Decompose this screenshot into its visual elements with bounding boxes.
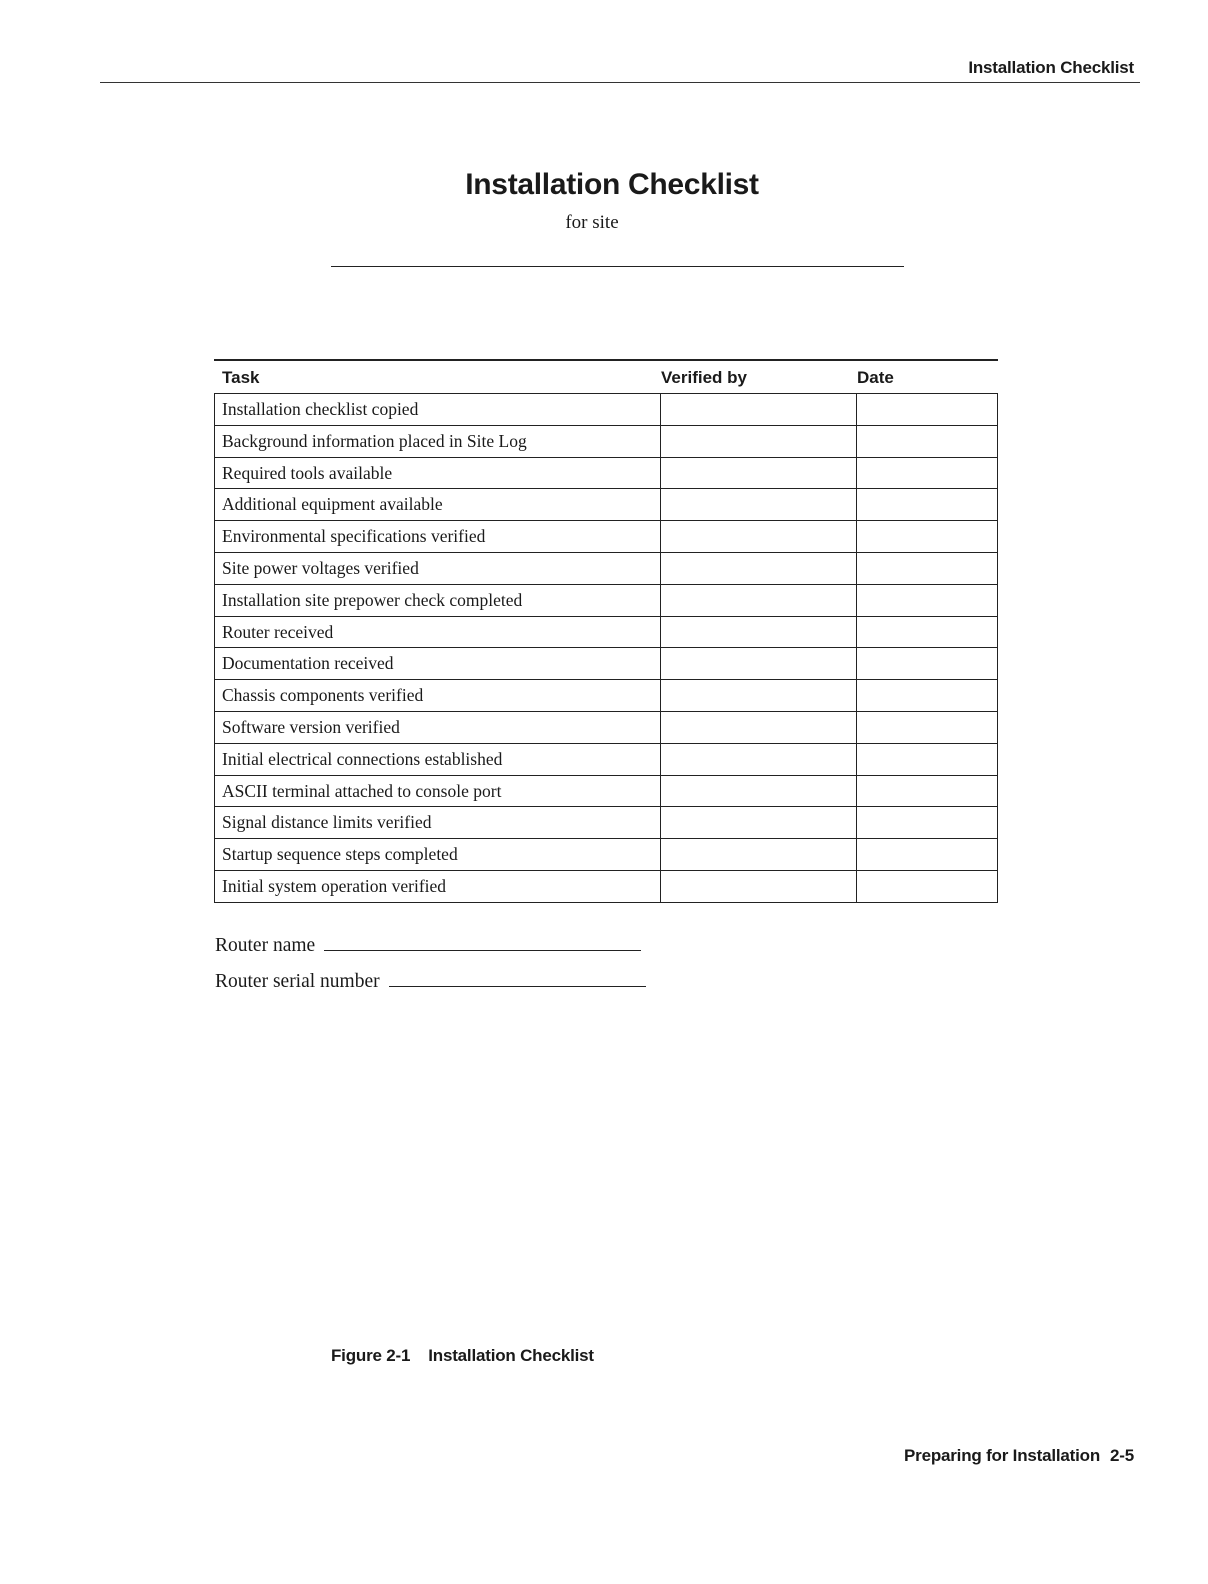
date-cell: [857, 776, 997, 807]
column-header-verified-by: Verified by: [661, 368, 747, 387]
date-cell: [857, 839, 997, 870]
verified-by-cell: [661, 712, 857, 743]
table-row: [215, 871, 997, 903]
header-rule: [100, 82, 1140, 83]
verified-by-cell: [661, 807, 857, 838]
table-row: [215, 648, 997, 680]
table-row: [215, 458, 997, 490]
task-cell: Initial electrical connections established: [215, 744, 661, 775]
router-name-blank: [324, 936, 641, 951]
date-cell: [857, 585, 997, 616]
table-row: [215, 617, 997, 649]
task-cell: Software version verified: [215, 712, 661, 743]
task-cell: Background information placed in Site Log: [215, 426, 661, 457]
verified-by-cell: [661, 648, 857, 679]
date-cell: [857, 489, 997, 520]
figure-caption: [331, 1346, 594, 1366]
figure-number: Figure 2-1: [331, 1346, 411, 1365]
verified-by-cell: [661, 617, 857, 648]
date-cell: [857, 617, 997, 648]
footer-chapter-title: Preparing for Installation: [904, 1446, 1101, 1465]
verified-by-cell: [661, 521, 857, 552]
verified-by-cell: [661, 553, 857, 584]
verified-by-cell: [661, 871, 857, 902]
task-cell: Environmental specifications verified: [215, 521, 661, 552]
table-row: [215, 839, 997, 871]
footer-page-number: 2-5: [1110, 1446, 1134, 1465]
table-row: [215, 394, 997, 426]
verified-by-cell: [661, 394, 857, 425]
table-row: [215, 426, 997, 458]
table-row: [215, 553, 997, 585]
task-cell: Documentation received: [215, 648, 661, 679]
verified-by-cell: [661, 680, 857, 711]
column-header-date: Date: [857, 368, 894, 387]
verified-by-cell: [661, 744, 857, 775]
router-serial-blank: [389, 972, 646, 987]
task-cell: Installation checklist copied: [215, 394, 661, 425]
verified-by-cell: [661, 489, 857, 520]
date-cell: [857, 394, 997, 425]
date-cell: [857, 648, 997, 679]
site-name-blank: [331, 266, 904, 267]
verified-by-cell: [661, 426, 857, 457]
task-cell: Site power voltages verified: [215, 553, 661, 584]
task-cell: Required tools available: [215, 458, 661, 489]
table-row: [215, 489, 997, 521]
date-cell: [857, 871, 997, 902]
page-footer: [904, 1446, 1134, 1466]
router-name-label: Router name: [215, 935, 316, 956]
date-cell: [857, 712, 997, 743]
date-cell: [857, 744, 997, 775]
date-cell: [857, 807, 997, 838]
task-cell: Additional equipment available: [215, 489, 661, 520]
task-cell: Chassis components verified: [215, 680, 661, 711]
table-row: [215, 712, 997, 744]
date-cell: [857, 680, 997, 711]
router-name-field: [215, 935, 641, 957]
verified-by-cell: [661, 839, 857, 870]
date-cell: [857, 426, 997, 457]
date-cell: [857, 553, 997, 584]
table-row: [215, 744, 997, 776]
table-row: [215, 680, 997, 712]
verified-by-cell: [661, 585, 857, 616]
router-serial-field: [215, 971, 646, 993]
checklist-table: [214, 359, 998, 903]
table-row: [215, 521, 997, 553]
running-header: Installation Checklist: [968, 58, 1134, 77]
table-row: [215, 807, 997, 839]
verified-by-cell: [661, 776, 857, 807]
task-cell: Signal distance limits verified: [215, 807, 661, 838]
task-cell: ASCII terminal attached to console port: [215, 776, 661, 807]
verified-by-cell: [661, 458, 857, 489]
task-cell: Router received: [215, 617, 661, 648]
date-cell: [857, 458, 997, 489]
task-cell: Initial system operation verified: [215, 871, 661, 902]
column-header-task: Task: [222, 368, 260, 387]
form-subtitle: for site: [565, 212, 619, 233]
task-cell: Startup sequence steps completed: [215, 839, 661, 870]
task-cell: Installation site prepower check completed: [215, 585, 661, 616]
table-header: [214, 361, 998, 394]
table-row: [215, 585, 997, 617]
table-body: [214, 394, 998, 903]
router-serial-label: Router serial number: [215, 971, 380, 992]
date-cell: [857, 521, 997, 552]
form-title: Installation Checklist: [465, 168, 759, 201]
table-row: [215, 776, 997, 808]
figure-title: Installation Checklist: [428, 1346, 594, 1365]
